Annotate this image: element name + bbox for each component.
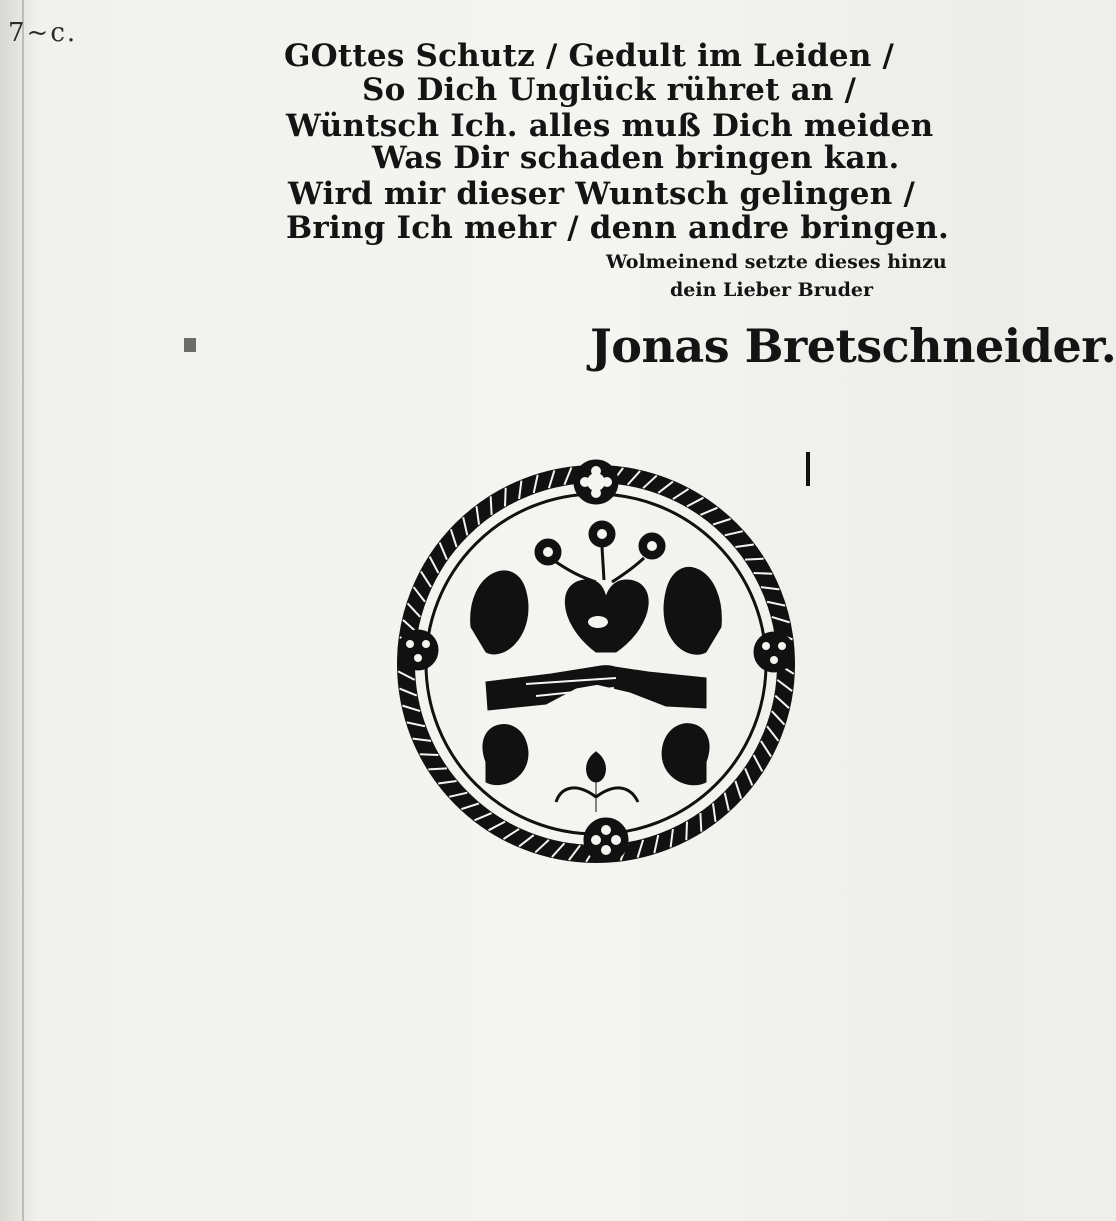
corner-annotation: 7~c. [8, 18, 78, 48]
poem-line-5: Wird mir dieser Wuntsch gelingen / [288, 176, 915, 212]
poem-line-6: Bring Ich mehr / denn andre bringen. [286, 210, 949, 246]
wreath-emblem-icon [376, 452, 816, 872]
printer-mark [184, 338, 196, 352]
poem-line-4: Was Dir schaden bringen kan. [372, 140, 900, 176]
poem-line-3: Wüntsch Ich. alles muß Dich meiden [286, 108, 934, 144]
poem-line-1: GOttes Schutz / Gedult im Leiden / [284, 38, 895, 74]
poem-block [0, 30, 1024, 246]
dedication-line-1: Wolmeinend setzte dieses hinzu [606, 251, 947, 273]
dedication-line-2: dein Lieber Bruder [670, 279, 873, 301]
poem-line-2: So Dich Unglück rühret an / [362, 72, 857, 108]
signature-name: Jonas Bretschneider. [590, 319, 1116, 373]
